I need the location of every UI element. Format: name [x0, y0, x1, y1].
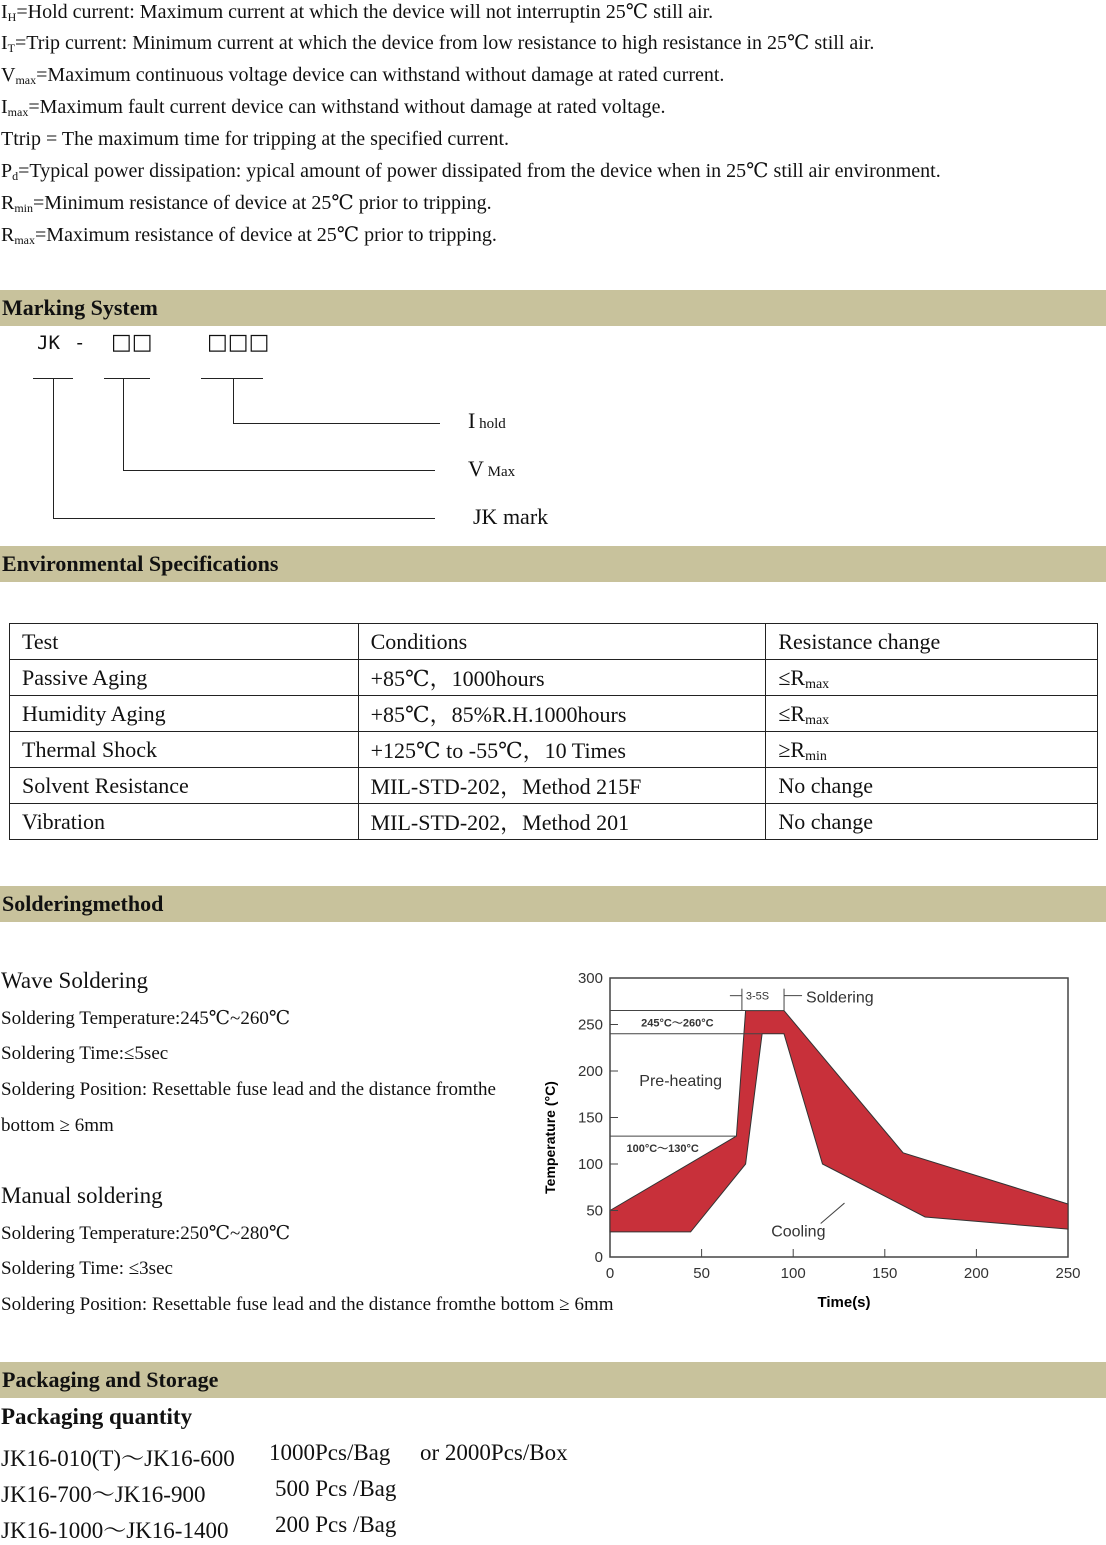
temperature-profile-area	[610, 1011, 1068, 1232]
packaging-quantity: 200 Pcs /Bag	[275, 1512, 397, 1537]
definition-ttrip: Ttrip = The maximum time for tripping at the specified current.	[1, 128, 509, 150]
table-cell-test: Solvent Resistance	[10, 768, 359, 804]
table-header-cell: Test	[10, 624, 359, 660]
wave-soldering-position: Soldering Position: Resettable fuse lead and the distance fromthe	[1, 1079, 496, 1100]
table-cell-test: Thermal Shock	[10, 732, 359, 768]
table-cell-resistance: No change	[766, 804, 1098, 840]
table-header-row	[10, 624, 1098, 660]
x-tick-label: 100	[780, 1265, 806, 1282]
section-header-environmental: Environmental Specifications	[0, 546, 1106, 582]
packaging-model-range: JK16-010(T)～JK16-600	[1, 1446, 235, 1471]
section-header-packaging: Packaging and Storage	[0, 1362, 1106, 1398]
definition-trip-current: $I_T=Trip$ current: Minimum current at which the device from low resistance to high resistance in 25℃ still air.	[1, 32, 875, 55]
wave-soldering-title: Wave Soldering	[1, 968, 148, 993]
manual-soldering-title: Manual soldering	[1, 1183, 163, 1208]
x-axis-label: Time(s)	[817, 1294, 871, 1311]
soldering-time-label: 3-5S	[745, 990, 770, 1003]
preheating-label: Pre-heating	[639, 1072, 723, 1090]
marking-leader-jk-h	[53, 518, 435, 519]
wave-soldering-position-cont: bottom ≥ 6mm	[1, 1115, 114, 1136]
marking-underline-group2	[201, 378, 263, 379]
section-header-soldering: Solderingmethod	[0, 886, 1106, 922]
table-row	[10, 732, 1098, 768]
wave-soldering-temperature: Soldering Temperature:245℃~260℃	[1, 1008, 291, 1029]
marking-label-vmax: V Max	[468, 456, 516, 481]
y-tick-label: 300	[577, 970, 603, 987]
table-row	[10, 696, 1098, 732]
packaging-model-range: JK16-700～JK16-900	[1, 1482, 206, 1507]
marking-leader-vmax-v	[123, 378, 124, 471]
marking-group-vmax: □□	[111, 330, 153, 355]
table-cell-conditions: +125℃ to -55℃，10 Times	[358, 732, 766, 768]
marking-label-jk-mark: JK mark	[473, 504, 549, 529]
definition-rmin: $R_{min}=Minimum$ resistance of device at 25℃ prior to tripping.	[1, 192, 492, 215]
definition-hold-current: $I_H=Hold$ current: Maximum current at which the device will not interruptin 25℃ still air.	[1, 1, 714, 24]
manual-soldering-temperature: Soldering Temperature:250℃~280℃	[1, 1223, 291, 1244]
table-cell-resistance: $\ge R_{min}$	[766, 732, 1098, 768]
packaging-quantity-heading: Packaging quantity	[1, 1404, 193, 1429]
packaging-extra: or 2000Pcs/Box	[420, 1440, 568, 1465]
table-cell-resistance: $\le R_{max}$	[766, 660, 1098, 696]
x-tick-label: 150	[872, 1265, 898, 1282]
definition-pd: $P_d=Typical$ power dissipation: ypical amount of power dissipated from the device when in 25℃ still air environment.	[1, 160, 941, 183]
table-header-cell: Conditions	[358, 624, 766, 660]
soldering-profile-chart	[535, 960, 1095, 1320]
y-tick-label: 150	[577, 1109, 603, 1127]
preheat-range-label: 100°C～130°C	[626, 1143, 699, 1156]
wave-soldering-time: Soldering Time:≤5sec	[1, 1043, 169, 1064]
definition-imax: $I_{max}=Maximum$ fault current device can withstand without damage at rated voltage.	[1, 96, 666, 119]
packaging-quantity: 1000Pcs/Bag	[269, 1440, 391, 1465]
table-cell-test: Passive Aging	[10, 660, 359, 696]
x-tick-label: 200	[963, 1265, 989, 1282]
marking-dash: -	[74, 332, 86, 354]
definition-rmax: $R_{max}=Maximum$ resistance of device at 25℃ prior to tripping.	[1, 224, 497, 247]
table-header-cell: Resistance change	[766, 624, 1098, 660]
table-row	[10, 768, 1098, 804]
table-cell-test: Vibration	[10, 804, 359, 840]
y-tick-label: 0	[594, 1249, 603, 1266]
table-row	[10, 660, 1098, 696]
table-cell-conditions: MIL-STD-202，Method 215F	[358, 768, 766, 804]
table-cell-resistance: No change	[766, 768, 1098, 804]
table-cell-conditions: +85℃，1000hours	[358, 660, 766, 696]
y-tick-label: 250	[577, 1016, 603, 1034]
y-tick-label: 100	[577, 1156, 603, 1173]
y-tick-label: 200	[577, 1063, 603, 1080]
marking-group-ihold: □□□	[207, 330, 270, 355]
marking-leader-vmax-h	[123, 470, 435, 471]
marking-underline-group1	[104, 378, 150, 379]
table-cell-resistance: $\le R_{max}$	[766, 696, 1098, 732]
definition-vmax: $V_{max}=Maximum$ continuous voltage device can withstand without damage at rated current.	[1, 64, 725, 87]
x-axis-ticks	[606, 1249, 1081, 1282]
table-row	[10, 804, 1098, 840]
x-tick-label: 0	[605, 1265, 615, 1282]
marking-leader-jk-v	[53, 378, 54, 519]
y-tick-label: 50	[586, 1202, 603, 1220]
marking-leader-ihold-h	[233, 423, 440, 424]
x-tick-label: 250	[1055, 1265, 1081, 1282]
y-axis-label: Temperature (°C)	[542, 1081, 558, 1194]
packaging-quantity: 500 Pcs /Bag	[275, 1476, 397, 1501]
marking-leader-ihold-v	[233, 378, 234, 424]
table-cell-test: Humidity Aging	[10, 696, 359, 732]
cooling-label: Cooling	[771, 1223, 826, 1241]
section-header-marking: Marking System	[0, 290, 1106, 326]
table-cell-conditions: MIL-STD-202，Method 201	[358, 804, 766, 840]
table-cell-conditions: +85℃，85%R.H.1000hours	[358, 696, 766, 732]
marking-label-ihold: I hold	[468, 408, 506, 433]
cooling-leader-line	[821, 1203, 845, 1223]
x-tick-label: 50	[693, 1265, 710, 1282]
soldering-label: Soldering	[806, 989, 874, 1007]
marking-prefix: JK	[37, 332, 60, 354]
manual-soldering-time: Soldering Time: ≤3sec	[1, 1258, 173, 1279]
manual-soldering-position: Soldering Position: Resettable fuse lead and the distance fromthe bottom ≥ 6mm	[1, 1294, 614, 1315]
soldering-range-label: 245°C～260°C	[641, 1017, 714, 1030]
environmental-table	[9, 623, 1098, 840]
packaging-model-range: JK16-1000～JK16-1400	[1, 1518, 229, 1543]
